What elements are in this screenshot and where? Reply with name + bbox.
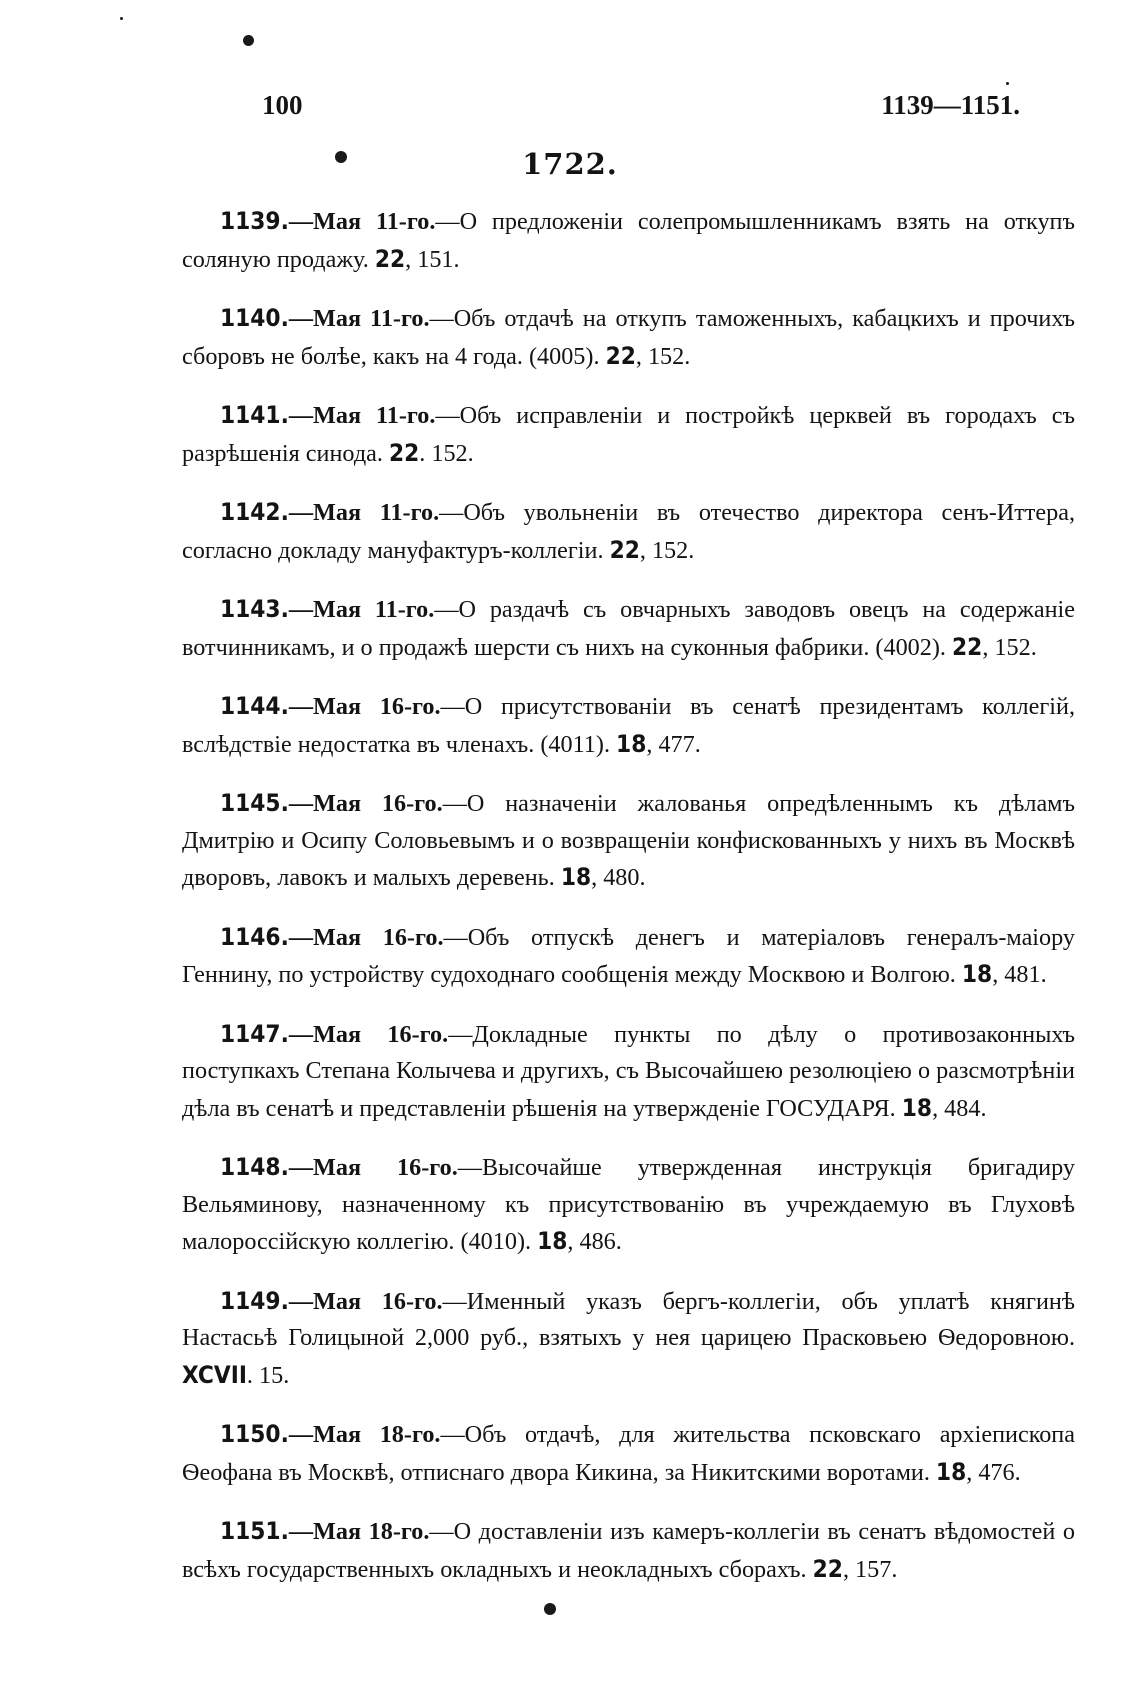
entry-number: 1140. <box>220 304 289 332</box>
entry-volume: 18 <box>935 1457 967 1486</box>
entry-date: —Мая 16-го. <box>288 1020 449 1048</box>
entry-volume: 22 <box>605 341 636 370</box>
entry-date: —Мая 11-го. <box>288 499 440 526</box>
entry-number: 1139. <box>220 207 289 235</box>
entry-volume: 22 <box>374 244 406 273</box>
entry-number: 1148. <box>220 1153 289 1181</box>
entry-volume: 18 <box>961 960 993 988</box>
entry-number: 1146. <box>220 922 289 951</box>
entry-text: —Докладные пункты по дѣлу о противозаконныхъ поступкахъ Степана Колычева и другихъ, съ Высочайшею резолюціею о разсмотрѣніи дѣла въ сенатѣ и представленіи рѣшенія на утвержденіе ГОСУДАРЯ. <box>182 1020 1075 1122</box>
entry <box>182 1149 1075 1261</box>
page-number: 100 <box>262 90 303 120</box>
entry-number: 1144. <box>220 692 289 720</box>
entry <box>182 785 1075 897</box>
entry <box>182 1016 1075 1128</box>
entry-page-ref: , 151. <box>405 245 460 273</box>
entry-page-ref: , 477. <box>646 730 701 758</box>
entry-page-ref: , 484. <box>932 1094 987 1122</box>
entry-date: —Мая 16-го. <box>288 693 441 720</box>
entry-volume: 18 <box>537 1227 568 1255</box>
entry-text: —Именный указъ бергъ-коллегіи, объ уплатѣ княгинѣ Настасьѣ Голицыной 2,000 руб., взятыхъ у нея царицею Прасковьею Ѳедоровною. <box>182 1287 1075 1351</box>
entry-date: —Мая 11-го. <box>288 305 430 332</box>
entry <box>182 688 1075 763</box>
entry-range: 1139—1151. <box>881 90 1020 120</box>
entry-volume: 18 <box>616 729 647 758</box>
entry-page-ref: . 152. <box>419 439 474 467</box>
ink-speck <box>1006 82 1009 85</box>
entry-volume: 18 <box>901 1093 933 1122</box>
entry-date: —Мая 16-го. <box>288 923 444 951</box>
entry <box>182 203 1075 278</box>
entry-date: —Мая 11-го. <box>288 208 436 235</box>
entry-volume: 22 <box>952 632 983 661</box>
entry <box>182 1283 1075 1395</box>
entry-page-ref: , 481. <box>992 961 1047 988</box>
entry-page-ref: , 152. <box>639 536 695 564</box>
entry <box>182 591 1075 666</box>
entry-list <box>182 203 1075 1610</box>
entry-page-ref: , 476. <box>966 1458 1021 1486</box>
entry <box>182 919 1075 994</box>
entry-text: —О раздачѣ съ овчарныхъ заводовъ овецъ на содержаніе вотчинникамъ, и о продажѣ шерсти съ нихъ на суконныя фабрики. (4002). <box>182 596 1075 661</box>
entry-text: —Объ отпускѣ денегъ и матеріаловъ генералъ-маіору Геннину, по устройству судоходнаго сообщенія между Москвою и Волгою. <box>182 923 1075 988</box>
entry-date: —Мая 11-го. <box>288 402 436 429</box>
entry-text: —Объ исправленіи и постройкѣ церквей въ городахъ съ разрѣшенія синода. <box>182 402 1075 467</box>
entry <box>182 300 1075 375</box>
ink-speck <box>120 17 123 20</box>
entry-date: —Мая 16-го. <box>288 1287 443 1315</box>
entry-page-ref: , 486. <box>567 1228 622 1255</box>
entry <box>182 397 1075 472</box>
entry-page-ref: . 15. <box>246 1361 290 1389</box>
entry-date: —Мая 18-го. <box>288 1421 441 1448</box>
entry-text: —Объ увольненіи въ отечество директора сенъ-Иттера, согласно докладу мануфактуръ-коллегіи. <box>182 499 1075 564</box>
entry-text: —Объ отдачѣ на откупъ таможенныхъ, кабацкихъ и прочихъ сборовъ не болѣе, какъ на 4 года. (4005). <box>182 305 1076 370</box>
entry-page-ref: , 152. <box>982 633 1037 661</box>
entry-volume: 22 <box>388 438 420 467</box>
entry <box>182 494 1075 569</box>
entry-date: —Мая 18-го. <box>288 1518 430 1545</box>
entry-volume: 18 <box>560 863 592 891</box>
entry-text: —О предложеніи солепромышленникамъ взять на откупъ соляную продажу. <box>182 208 1076 273</box>
entry-volume: XCVII <box>182 1360 247 1389</box>
entry-page-ref: , 157. <box>842 1555 898 1583</box>
entry-text: —О присутствованіи въ сенатѣ президентамъ коллегій, вслѣдствіе недостатка въ членахъ. (4011). <box>182 693 1075 758</box>
entry-page-ref: , 152. <box>635 342 691 370</box>
entry-number: 1142. <box>220 498 289 526</box>
entry-number: 1141. <box>220 401 289 429</box>
entry-number: 1145. <box>220 789 289 817</box>
entry-number: 1147. <box>220 1019 289 1048</box>
entry-number: 1151. <box>220 1517 289 1545</box>
ink-speck <box>243 35 254 46</box>
entry-number: 1143. <box>220 595 289 623</box>
entry-page-ref: , 480. <box>591 864 646 891</box>
entry-volume: 22 <box>609 535 640 564</box>
entry-date: —Мая 11-го. <box>288 596 435 623</box>
entry-text: —О назначеніи жалованья опредѣленнымъ къ дѣламъ Дмитрію и Осипу Соловьевымъ и о возвращеніи конфискованныхъ у нихъ въ Москвѣ дворовъ, лавокъ и малыхъ деревень. <box>182 790 1075 891</box>
entry-text: —Объ отдачѣ, для жительства псковскаго архіепископа Ѳеофана въ Москвѣ, отписнаго двора Кикина, за Никитскими воротами. <box>182 1421 1075 1486</box>
entry-text: —Высочайше утвержденная инструкція бригадиру Вельяминову, назначенному къ присутствованію въ учреждаемую въ Глуховѣ малороссійскую коллегію. (4010). <box>182 1154 1075 1255</box>
entry <box>182 1513 1075 1588</box>
year-heading: 1722. <box>522 147 618 181</box>
page-header <box>262 90 1020 121</box>
entry-text: —О доставленіи изъ камеръ-коллегіи въ сенатъ вѣдомостей о всѣхъ государственныхъ окладныхъ и неокладныхъ сборахъ. <box>182 1518 1075 1583</box>
entry-date: —Мая 16-го. <box>288 790 443 817</box>
entry-volume: 22 <box>812 1554 843 1583</box>
entry-date: —Мая 16-го. <box>288 1154 458 1181</box>
entry-number: 1149. <box>220 1286 289 1315</box>
entry <box>182 1416 1075 1491</box>
entry-number: 1150. <box>220 1420 289 1448</box>
